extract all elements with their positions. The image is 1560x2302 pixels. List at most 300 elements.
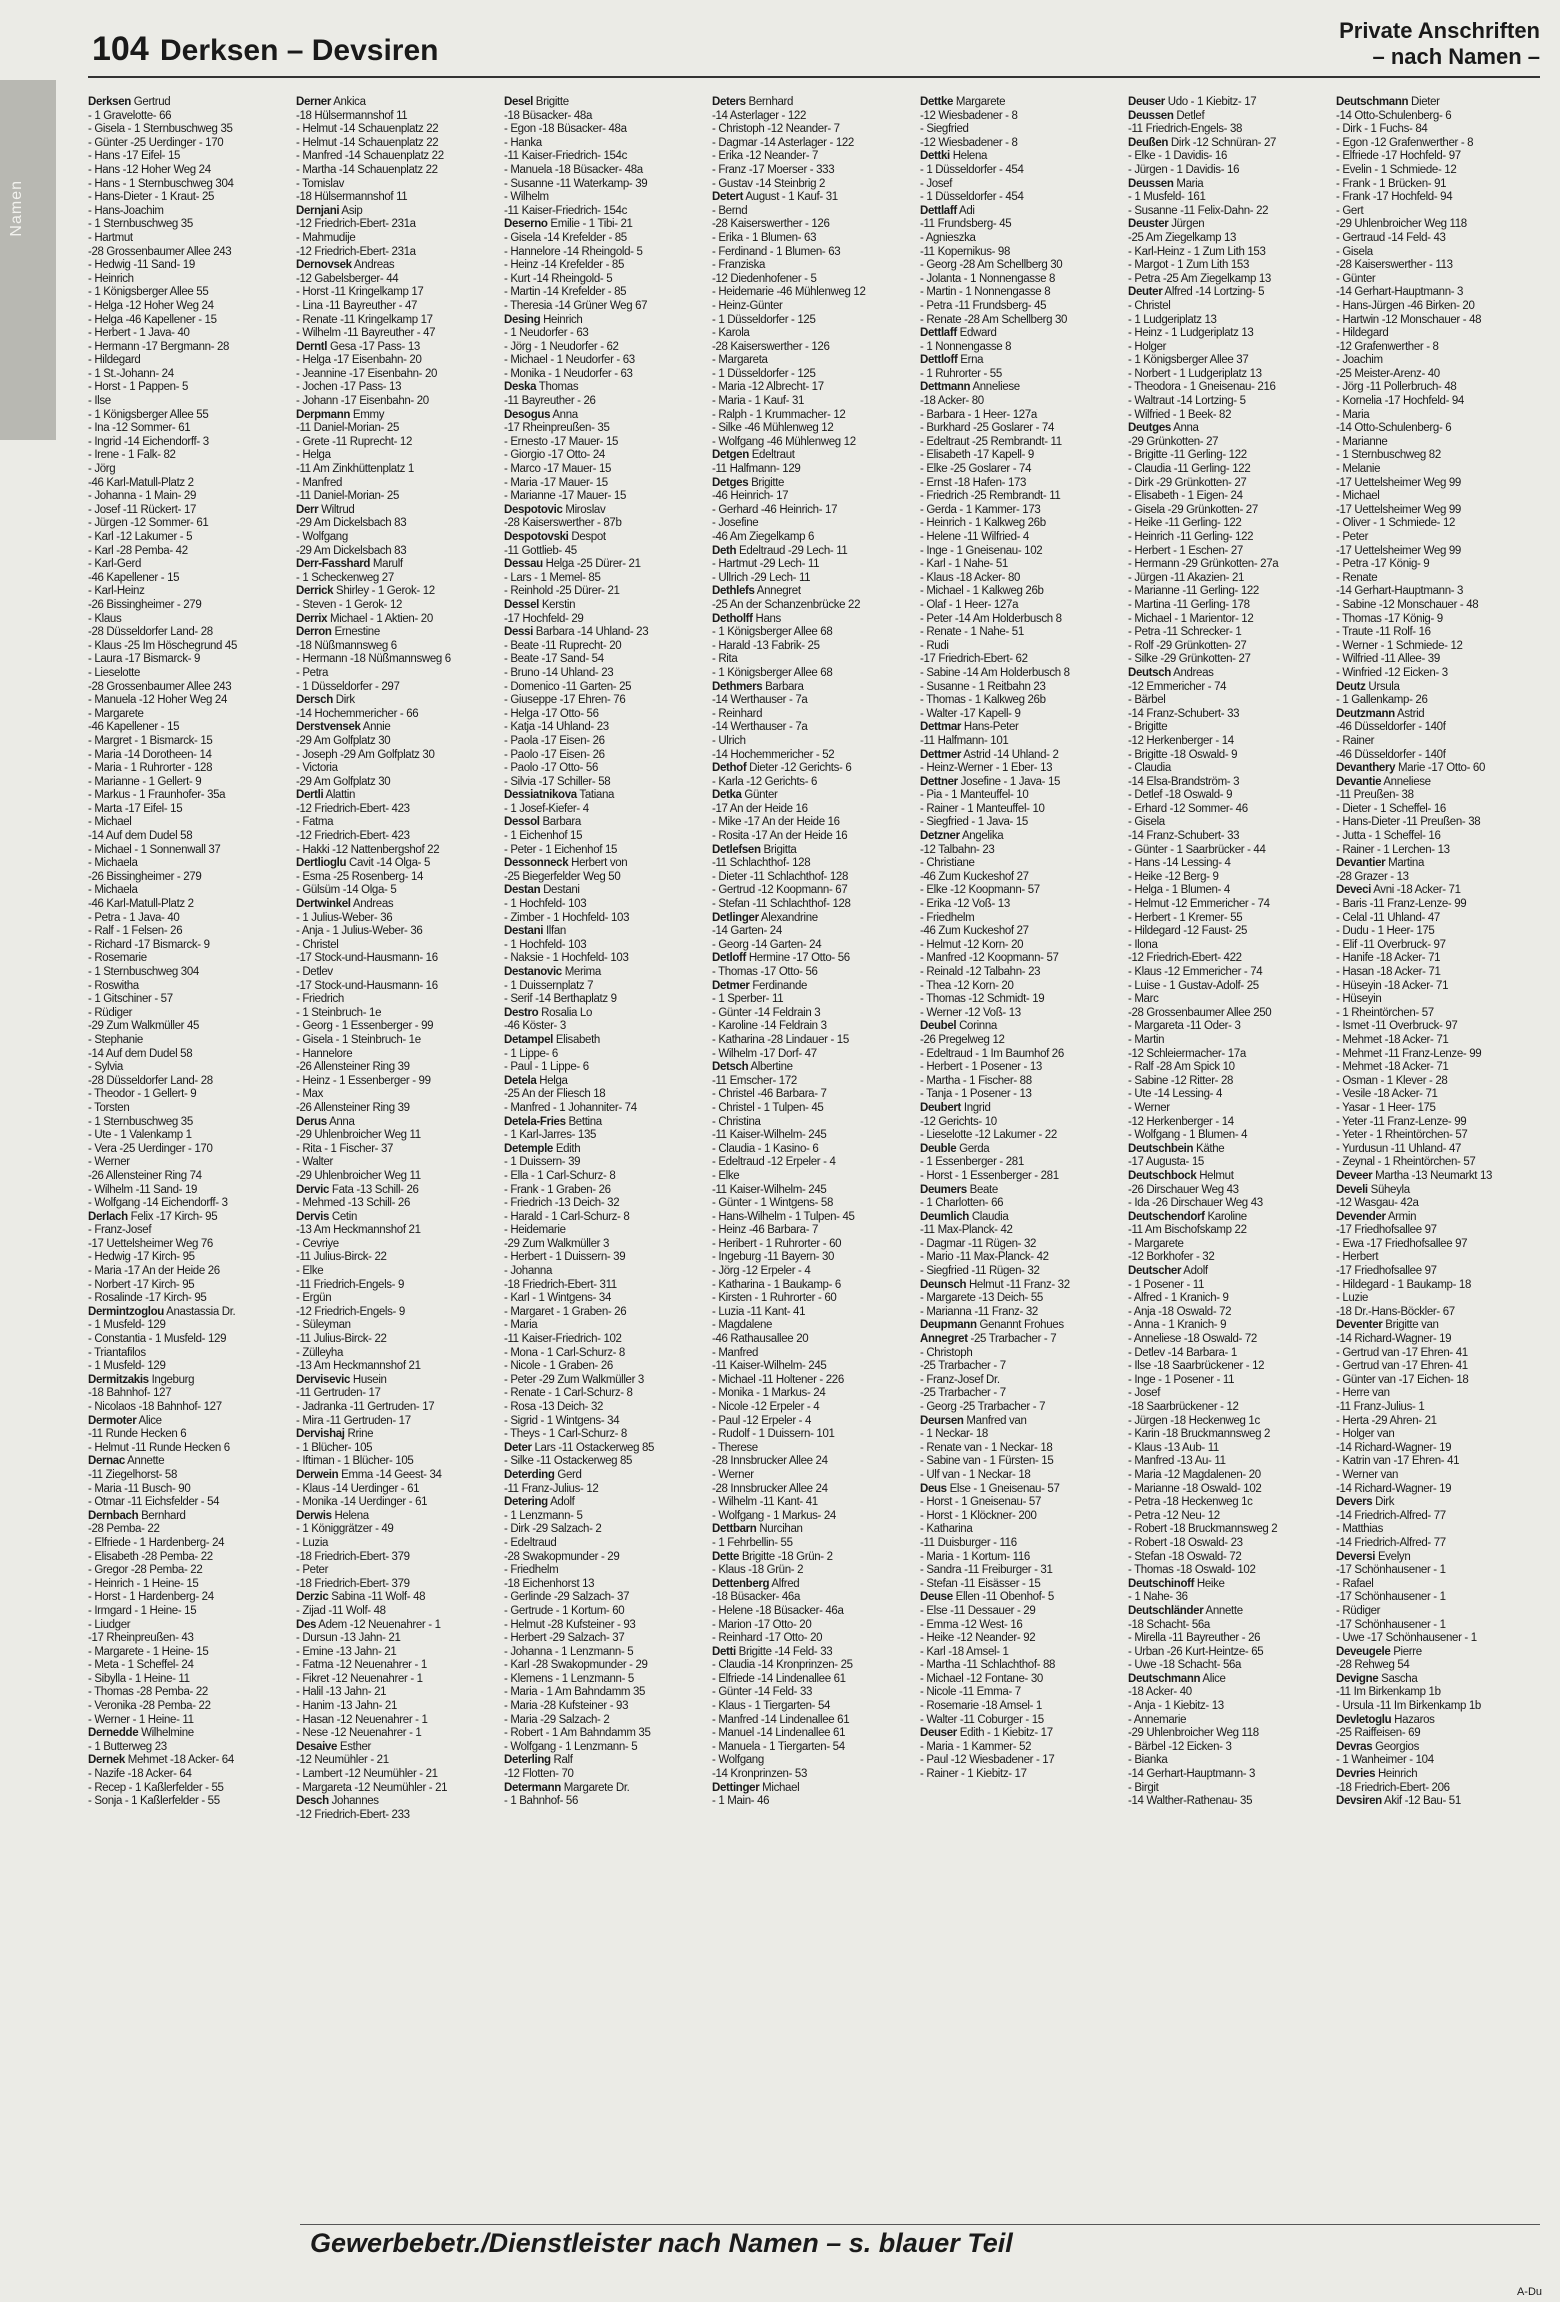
surname: Deutschmann [1336,96,1409,108]
directory-entry: Dernedde Wilhelmine [88,1727,194,1740]
directory-entry: -17 Schönhausener - 1 [1336,1591,1446,1604]
directory-entry: - Herbert - 1 Java- 40 [88,327,190,340]
directory-entry: - Holger van [1336,1428,1395,1441]
surname: Derron [296,626,332,639]
directory-entry: - Elisabeth -17 Kapell- 9 [920,449,1034,462]
directory-entry: - Dirk -29 Salzach- 2 [504,1523,602,1536]
directory-entry: Desogus Anna [504,408,578,421]
directory-entry: - Claudia -11 Gerling- 122 [1128,463,1251,476]
directory-entry: - Naksie - 1 Hochfeld- 103 [504,952,629,965]
directory-entry: - Hans -14 Lessing- 4 [1128,857,1231,870]
directory-entry: - Johann -17 Eisenbahn- 20 [296,395,429,408]
directory-entry: -18 Acker- 80 [920,395,984,408]
directory-entry: - Margret - 1 Bismarck- 15 [88,734,213,747]
directory-entry: - Irmgard - 1 Heine- 15 [88,1604,197,1617]
directory-entry: - Petra -11 Frundsberg- 45 [920,299,1047,312]
directory-entry: - Hans-Jürgen -46 Birken- 20 [1336,299,1475,312]
surname: Devanthery [1336,762,1396,775]
directory-entry: -25 Am Ziegelkamp 13 [1128,231,1237,244]
directory-entry: - Manfred - 1 Johanniter- 74 [504,1101,637,1114]
directory-entry: Derzic Sabina -11 Wolf- 48 [296,1591,426,1604]
directory-entry: - Friedrich [296,993,344,1006]
directory-entry: - Franziska [712,259,766,272]
directory-entry: - Maria -28 Kufsteiner - 93 [504,1700,629,1713]
directory-entry: - Ilse [88,395,111,408]
surname: Dette [712,1550,740,1563]
directory-entry: - Anja - 1 Kiebitz- 13 [1128,1700,1224,1713]
directory-entry: - Bernd [712,204,748,217]
directory-entry: - Nazife -18 Acker- 64 [88,1768,192,1781]
directory-entry: - Karl -18 Amsel- 1 [920,1645,1009,1658]
directory-entry: Deuter Alfred -14 Lortzing- 5 [1128,286,1265,299]
directory-entry: Deutzmann Astrid [1336,707,1425,720]
surname: Deussen [1128,177,1174,190]
directory-entry: -12 Gerichts- 10 [920,1115,997,1128]
directory-entry: - Anja -18 Oswald- 72 [1128,1305,1232,1318]
directory-entry: - Friedhelm [920,911,975,924]
directory-entry: - Mira -11 Gertruden- 17 [296,1414,411,1427]
directory-entry: - 1 Gravelotte- 66 [88,109,172,122]
directory-entry: - Martin -14 Krefelder - 85 [504,286,627,299]
directory-entry: - Rainer - 1 Kiebitz- 17 [920,1768,1027,1781]
directory-entry: - Kirsten - 1 Ruhrorter - 60 [712,1292,837,1305]
directory-entry: - Gustav -14 Steinbrig 2 [712,177,826,190]
directory-entry: - Ursula -11 Im Birkenkamp 1b [1336,1700,1481,1713]
surname: Devantie [1336,775,1382,788]
directory-entry: - Rainer - 1 Manteuffel- 10 [920,802,1045,815]
directory-entry: - Harald - 1 Carl-Schurz- 8 [504,1210,630,1223]
directory-entry: -11 Bayreuther - 26 [504,395,596,408]
directory-entry: - Rosalinde -17 Kirch- 95 [88,1292,207,1305]
directory-entry: Dessel Kerstin [504,598,576,611]
directory-entry: - Theodor - 1 Gellert- 9 [88,1088,197,1101]
directory-entry: - Maria -17 An der Heide 26 [88,1265,220,1278]
directory-entry: -29 Uhlenbroicher Weg 11 [296,1169,421,1182]
surname: Deter [504,1441,532,1454]
directory-entry: -11 Am Zinkhüttenplatz 1 [296,463,414,476]
directory-entry: Dertwinkel Andreas [296,898,394,911]
directory-entry: -11 Kopernikus- 98 [920,245,1011,258]
directory-entry: - Monika - 1 Markus- 24 [712,1387,826,1400]
directory-entry: Deumers Beate [920,1183,998,1196]
directory-entry: Derner Ankica [296,96,366,108]
directory-entry: - Hannelore [296,1047,353,1060]
directory-entry: Deussen Maria [1128,177,1204,190]
directory-entry: - Jürgen - 1 Davidis- 16 [1128,163,1240,176]
directory-entry: Detlinger Alexandrine [712,911,818,924]
directory-entry: - Anja - 1 Julius-Weber- 36 [296,925,423,938]
directory-entry: - Marianne -11 Gerling- 122 [1128,585,1259,598]
directory-entry: - Karl-Gerd [88,558,142,571]
directory-entry: Desch Johannes [296,1795,379,1808]
surname: Devsiren [1336,1795,1382,1808]
directory-entry: - 1 Musfeld- 129 [88,1360,166,1373]
directory-entry: - Sonja - 1 Kaßlerfelder - 55 [88,1795,220,1808]
directory-entry: Dervisevic Husein [296,1373,387,1386]
directory-entry: Derlach Felix -17 Kirch- 95 [88,1210,218,1223]
directory-entry: - Klemens - 1 Lenzmann- 5 [504,1672,634,1685]
directory-entry: Dethlefs Annegret [712,585,801,598]
directory-entry: - Josef [1128,1387,1161,1400]
directory-entry: - Markus - 1 Fraunhofer- 35a [88,789,226,802]
surname: Deursen [920,1414,964,1427]
directory-entry: - Petra [296,666,329,679]
directory-entry: - 1 Eichenhof 15 [504,830,583,843]
directory-entry: - Margareta -12 Neumühler - 21 [296,1781,448,1794]
directory-entry: Dertlioglu Cavit -14 Olga- 5 [296,857,430,870]
directory-entry: - Gülsüm -14 Olga- 5 [296,884,397,897]
directory-entry: - Wilhelm -11 Bayreuther - 47 [296,327,436,340]
directory-entry: - Matthias [1336,1523,1383,1536]
surname: Detela [504,1074,537,1087]
directory-entry: - Elisabeth - 1 Eigen- 24 [1128,490,1243,503]
directory-entry: - Katharina - 1 Baukamp- 6 [712,1278,841,1291]
surname: Dervisevic [296,1373,351,1386]
surname: Dersch [296,694,333,707]
surname: Derksen [88,96,131,108]
directory-entry: - Jürgen -12 Sommer- 61 [88,517,209,530]
directory-entry: - Elfriede -14 Lindenallee 61 [712,1672,846,1685]
directory-entry: - Gerlinde -29 Salzach- 37 [504,1591,630,1604]
directory-entry: - Sabine van - 1 Fürsten- 15 [920,1455,1054,1468]
surname: Deutschbock [1128,1169,1197,1182]
directory-entry: Dessonneck Herbert von [504,857,628,870]
directory-entry: - Georg -28 Am Schellberg 30 [920,259,1063,272]
directory-entry: Dervic Fata -13 Schill- 26 [296,1183,419,1196]
surname: Dettinger [712,1781,760,1794]
surname: Deubert [920,1101,962,1114]
directory-entry: - Josefine [712,517,759,530]
directory-entry: - 1 Karl-Jarres- 135 [504,1129,597,1142]
surname: Detlinger [712,911,759,924]
directory-entry: Dettloff Erna [920,354,984,367]
directory-entry: - Rita [712,653,738,666]
directory-entry: - Margaret - 1 Graben- 26 [504,1305,627,1318]
directory-entry: -12 Friedrich-Engels- 9 [296,1305,405,1318]
directory-entry: -17 Stock-und-Hausmann- 16 [296,979,438,992]
directory-entry: - Reinhold -25 Dürer- 21 [504,585,620,598]
directory-entry: -25 An der Schanzenbrücke 22 [712,598,861,611]
directory-entry: - 1 Lenzmann- 5 [504,1509,583,1522]
directory-entry: - Marion -17 Otto- 20 [712,1618,812,1631]
directory-entry: -11 Duisburger - 116 [920,1536,1017,1549]
directory-entry: Desel Brigitte [504,96,569,108]
directory-entry: - Agnieszka [920,231,976,244]
directory-entry: Devries Heinrich [1336,1768,1418,1781]
surname: Deutschendorf [1128,1210,1205,1223]
directory-entry: - Heinz-Günter [712,299,783,312]
directory-entry: - Thomas -12 Schmidt- 19 [920,993,1045,1006]
directory-entry: Detholff Hans [712,612,781,625]
directory-entry: - Michael - 1 Marientor- 12 [1128,612,1254,625]
surname: Derzic [296,1591,329,1604]
directory-entry: - Günter -14 Feldrain 3 [712,1006,821,1019]
directory-entry: - Klaus -14 Uerdinger - 61 [296,1482,420,1495]
directory-entry: - Karola [712,327,750,340]
directory-entry: - Katja -14 Uhland- 23 [504,721,609,734]
directory-entry: Destani Ilfan [504,925,566,938]
directory-entry: - Christel - 1 Tulpen- 45 [712,1101,824,1114]
directory-entry: - Helga -17 Eisenbahn- 20 [296,354,422,367]
directory-entry: - Edeltraud - 1 Im Baumhof 26 [920,1047,1064,1060]
directory-entry: -11 Gertruden- 17 [296,1387,381,1400]
surname: Dertwinkel [296,898,351,911]
surname: Derlach [88,1210,128,1223]
directory-entry: -14 Richard-Wagner- 19 [1336,1482,1452,1495]
directory-entry: - 1 Nonnengasse 8 [920,340,1012,353]
directory-entry: - Karl - 1 Nahe- 51 [920,558,1008,571]
directory-entry: Dernac Annette [88,1455,165,1468]
directory-entry: - Herbert -29 Salzach- 37 [504,1632,625,1645]
directory-entry: -13 Am Heckmannshof 21 [296,1224,421,1237]
directory-entry: Dettke Margarete [920,96,1006,108]
directory-entry: Deterding Gerd [504,1468,582,1481]
directory-entry: - Peter -29 Zum Walkmüller 3 [504,1373,644,1386]
directory-entry: - Constantia - 1 Musfeld- 129 [88,1333,227,1346]
directory-entry: - Gisela -14 Krefelder - 85 [504,231,627,244]
directory-entry: -17 Uettelsheimer Weg 76 [88,1237,213,1250]
directory-entry: - Elke [296,1265,324,1278]
directory-entry: Deversi Evelyn [1336,1550,1411,1563]
directory-entry: - Burkhard -25 Goslarer - 74 [920,422,1055,435]
directory-entry: - Heinrich - 1 Heine- 15 [88,1577,199,1590]
surname: Derntl [296,340,328,353]
directory-entry: - 1 Hochfeld- 103 [504,898,587,911]
directory-entry: Deutschbein Käthe [1128,1142,1225,1155]
directory-entry: Deuble Gerda [920,1142,990,1155]
directory-entry: - Peter - 1 Eichenhof 15 [504,843,618,856]
directory-entry: - Mario -11 Max-Planck- 42 [920,1251,1049,1264]
directory-entry: - Egon -12 Grafenwerther - 8 [1336,136,1474,149]
directory-entry: - Wilhelm -17 Dorf- 47 [712,1047,817,1060]
directory-entry: -12 Wasgau- 42a [1336,1197,1419,1210]
directory-entry: Deußen Dirk -12 Schnüran- 27 [1128,136,1277,149]
directory-entry: Dessol Barbara [504,816,581,829]
directory-entry: - Hüseyin [1336,993,1382,1006]
directory-entry: - Franz-Josef Dr. [920,1373,1000,1386]
directory-entry: - Max [296,1088,324,1101]
surname: Detela-Fries [504,1115,566,1128]
directory-entry: Dersch Dirk [296,694,355,707]
surname: Derrix [296,612,328,625]
directory-entry: Despotovic Miroslav [504,503,606,516]
directory-entry: - Veronika -28 Pemba- 22 [88,1700,211,1713]
directory-entry: - Osman - 1 Klever - 28 [1336,1074,1448,1087]
directory-entry: - Liudger [88,1618,131,1631]
directory-entry: - 1 Ruhrorter - 55 [920,367,1002,380]
directory-entry: Deuster Jürgen [1128,218,1205,231]
directory-entry: - Yeter -11 Franz-Lenze- 99 [1336,1115,1467,1128]
directory-entry: - Martin [1128,1033,1165,1046]
directory-entry: Deutschendorf Karoline [1128,1210,1247,1223]
surname: Despotovski [504,531,569,543]
directory-entry: -13 Am Heckmannshof 21 [296,1360,421,1373]
directory-entry: - Helmut -28 Kufsteiner - 93 [504,1618,636,1631]
directory-entry: Dethof Dieter -12 Gerichts- 6 [712,762,852,775]
surname: Deuter [1128,286,1163,299]
directory-entry: - Maria -12 Albrecht- 17 [712,381,824,394]
directory-entry: - Jochen -17 Pass- 13 [296,381,402,394]
directory-entry: - Siegfried [920,123,969,136]
surname: Desogus [504,408,551,421]
directory-entry: - Zeynal - 1 Rheintörchen- 57 [1336,1156,1476,1169]
directory-entry: -11 Kaiser-Friedrich- 154c [504,204,627,217]
directory-entry: Deutschmann Alice [1128,1672,1226,1685]
directory-entry: -14 Richard-Wagner- 19 [1336,1441,1452,1454]
directory-entry: - Günter van -17 Eichen- 18 [1336,1373,1469,1386]
directory-entry: Devigne Sascha [1336,1672,1418,1685]
directory-entry: - Heinz - 1 Ludgeriplatz 13 [1128,327,1254,340]
directory-entry: - Sabine -12 Monschauer - 48 [1336,598,1479,611]
directory-entry: - Elfriede -17 Hochfeld- 97 [1336,150,1461,163]
directory-entry: -12 Emmericher - 74 [1128,680,1227,693]
directory-entry: - Mirella -11 Bayreuther - 26 [1128,1632,1261,1645]
directory-entry: Dernovsek Andreas [296,259,395,272]
directory-entry: - Hildegard [1336,327,1389,340]
directory-entry: -12 Friedrich-Ebert- 423 [296,802,410,815]
directory-entry: - Ulrich [712,734,746,747]
directory-entry: Develi Süheyla [1336,1183,1410,1196]
directory-entry: - Frank -17 Hochfeld- 94 [1336,191,1453,204]
directory-entry: - Brigitte -18 Oswald- 9 [1128,748,1238,761]
directory-entry: - Thomas -17 Otto- 56 [712,966,818,978]
directory-entry: - Ferdinand - 1 Blumen- 63 [712,245,841,258]
directory-entry: - Georg -14 Garten- 24 [712,938,822,951]
directory-entry: Desaive Esther [296,1740,372,1753]
directory-entry: Derus Anna [296,1115,355,1128]
directory-entry: - Horst -11 Kringelkamp 17 [296,286,424,299]
directory-entry: -14 Hochemmericher - 66 [296,707,419,720]
directory-entry: -18 Friedrich-Ebert- 379 [296,1550,410,1563]
directory-entry: - Gerhard -46 Heinrich- 17 [712,503,838,516]
directory-entry: - Mehmet -18 Acker- 71 [1336,1033,1449,1046]
directory-entry: - Peter [296,1564,329,1577]
directory-entry: - Detlef -18 Oswald- 9 [1128,789,1233,802]
directory-entry: - Birgit [1128,1781,1159,1794]
directory-entry: - Maria - 1 Kammer- 52 [920,1740,1032,1753]
directory-entry: - Mehmet -11 Franz-Lenze- 99 [1336,1047,1482,1060]
directory-entry: - Heinz -46 Barbara- 7 [712,1224,819,1237]
directory-entry: Devender Armin [1336,1210,1417,1223]
directory-entry: - Grete -11 Ruprecht- 12 [296,435,413,448]
directory-entry: -12 Diedenhofener - 5 [712,272,817,285]
directory-entry: Detering Adolf [504,1496,575,1509]
directory-entry: - Klaus -13 Aub- 11 [1128,1441,1219,1454]
directory-entry: - Iftiman - 1 Blücher- 105 [296,1455,414,1468]
directory-entry: Dessi Barbara -14 Uhland- 23 [504,626,649,639]
directory-entry: -46 Kapellener - 15 [88,571,180,584]
directory-entry: Devsiren Akif -12 Bau- 51 [1336,1795,1461,1808]
directory-entry: - Klaus -12 Emmericher - 74 [1128,966,1263,978]
directory-entry: - Gisela - 1 Steinbruch- 1e [296,1033,421,1046]
directory-entry: -17 Schönhausener - 1 [1336,1564,1446,1577]
directory-entry: - Brigitte -11 Gerling- 122 [1128,449,1247,462]
directory-entry: - Heidemarie [504,1224,566,1237]
directory-entry: - Rainer - 1 Lerchen- 13 [1336,843,1450,856]
directory-entry: -14 Friedrich-Alfred- 77 [1336,1509,1446,1522]
surname: Dettki [920,150,950,163]
directory-entry: -14 Auf dem Dudel 58 [88,830,193,843]
directory-entry: - Egon -18 Büsacker- 48a [504,123,627,136]
directory-entry: - Walter -17 Kapell- 9 [920,707,1021,720]
directory-entry: - Manfred -12 Koopmann- 57 [920,952,1059,965]
directory-entry: - Peter -14 Am Holderbusch 8 [920,612,1062,625]
directory-entry: -11 Gottlieb- 45 [504,544,577,557]
directory-entry: - Rüdiger [88,1006,133,1019]
directory-entry: - 1 Blücher- 105 [296,1441,373,1454]
surname: Deutschmann [1128,1672,1201,1685]
directory-entry: - Uwe -17 Schönhausener - 1 [1336,1632,1477,1645]
directory-entry: Dettlaff Edward [920,327,997,340]
directory-entry: -29 Zum Walkmüller 45 [88,1020,200,1033]
surname: Devigne [1336,1672,1379,1685]
directory-entry: - Heinrich -11 Gerling- 122 [1128,531,1254,543]
directory-entry: -12 Friedrich-Ebert- 423 [296,830,410,843]
directory-entry: Detela Helga [504,1074,568,1087]
directory-entry: - Edeltraud -12 Erpeler - 4 [712,1156,836,1169]
directory-entry: - Manuela -18 Büsacker- 48a [504,163,643,176]
directory-entry: -29 Uhlenbroicher Weg 11 [296,1129,421,1142]
directory-entry: Devantier Martina [1336,857,1425,870]
directory-entry: -17 Stock-und-Hausmann- 16 [296,952,438,965]
directory-entry: Dettmann Anneliese [920,381,1020,394]
directory-entry: - Rudolf - 1 Duissern- 101 [712,1428,835,1441]
directory-entry: - Wilfried -11 Allee- 39 [1336,653,1440,666]
directory-entry: - Elke - 1 Davidis- 16 [1128,150,1228,163]
directory-entry: - Else -11 Dessauer - 29 [920,1604,1036,1617]
directory-entry: - Mehmed -13 Schill- 26 [296,1197,411,1210]
directory-entry: - Vesile -18 Acker- 71 [1336,1088,1438,1101]
surname: Detholff [712,612,753,625]
directory-entry: - Siegfried -11 Rügen- 32 [920,1265,1040,1278]
directory-entry: - Marc [1128,993,1159,1006]
directory-entry: - Helmut -12 Emmericher - 74 [1128,898,1270,911]
directory-entry: Deuser Udo - 1 Kiebitz- 17 [1128,96,1257,108]
directory-entry: - Paul - 1 Lippe- 6 [504,1061,589,1074]
directory-entry: - Theodora - 1 Gneisenau- 216 [1128,381,1276,394]
directory-entry: Desing Heinrich [504,313,583,326]
directory-entry: -18 Schacht- 56a [1128,1618,1210,1631]
directory-entry: Detmer Ferdinande [712,979,808,992]
surname: Dettner [920,775,958,788]
directory-entry: -14 Franz-Schubert- 33 [1128,830,1240,843]
directory-entry: - Dursun -13 Jahn- 21 [296,1632,401,1645]
surname: Deveci [1336,884,1371,897]
directory-entry: - Manfred [296,476,343,489]
directory-entry: - Klaus - 1 Tiergarten- 54 [712,1700,831,1713]
directory-entry: -46 Karl-Matull-Platz 2 [88,898,194,911]
directory-entry: - Horst - 1 Pappen- 5 [88,381,189,394]
directory-entry: - Zimber - 1 Hochfeld- 103 [504,911,630,924]
directory-entry: - Hans -17 Eifel- 15 [88,150,181,163]
directory-entry: -28 Kaiserswerther - 87b [504,517,622,530]
directory-entry: - 1 Wanheimer - 104 [1336,1754,1434,1767]
directory-entry: - Hildegard -12 Faust- 25 [1128,925,1248,938]
directory-entry: - Johanna - 1 Lenzmann- 5 [504,1645,634,1658]
directory-entry: - Thomas -17 König- 9 [1336,612,1443,625]
directory-entry: Devers Dirk [1336,1496,1395,1509]
directory-entry: - Ingrid -14 Eichendorff- 3 [88,435,209,448]
directory-entry: Devanthery Marie -17 Otto- 60 [1336,762,1485,775]
directory-entry: - Heribert - 1 Ruhrorter - 60 [712,1237,842,1250]
directory-entry: - Joseph -29 Am Golfplatz 30 [296,748,435,761]
directory-entry: -12 Friedrich-Ebert- 231a [296,245,416,258]
directory-entry: - Anneliese -18 Oswald- 72 [1128,1333,1257,1346]
surname: Destani [504,925,544,938]
directory-entry: - Luzia [296,1536,329,1549]
directory-entry: - Paolo -17 Eisen- 26 [504,748,605,761]
directory-entry: -29 Am Dickelsbach 83 [296,517,407,530]
